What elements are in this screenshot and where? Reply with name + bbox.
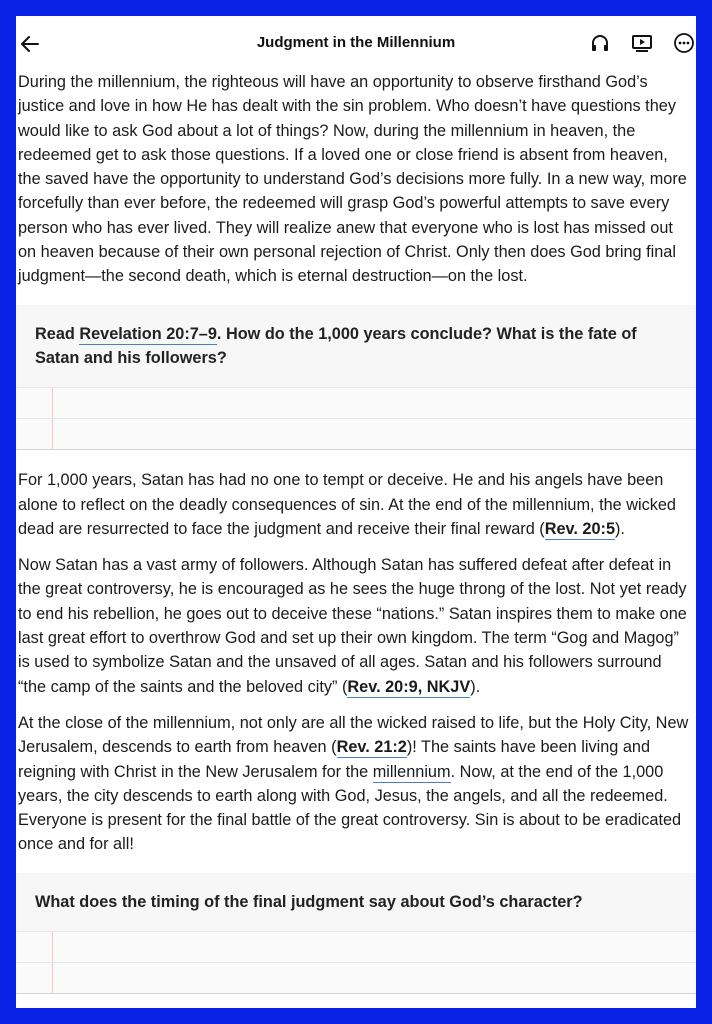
more-options-button[interactable] [672, 31, 696, 55]
app-window [16, 16, 696, 1008]
video-button[interactable] [630, 31, 654, 55]
scripture-link[interactable]: Revelation 20:7–9 [79, 324, 217, 343]
question-box [16, 305, 696, 451]
more-options-icon [673, 32, 695, 54]
glossary-link[interactable]: millennium [372, 762, 451, 781]
paragraph: Now Satan has a vast army of followers. Although Satan has suffered defeat after defeat in the great controversy, he is encouraged as he sees the huge throng of the lost. Not yet ready to end his rebellion, he goes out to deceive these “nations.” Satan inspires them to make one last great effort to overthrow God and set up their own kingdom. The term “Gog and Magog” is used to symbolize Satan and the unsaved of all ages. Satan and his followers surround “the camp of the saints and the beloved city” (Rev. 20:9, NKJV). [18, 556, 687, 696]
answer-area[interactable] [16, 931, 696, 993]
audio-button[interactable] [588, 31, 612, 55]
headphones-icon [590, 34, 610, 52]
page-title: Judgment in the Millennium [256, 34, 456, 51]
paragraph: At the close of the millennium, not only are all the wicked raised to life, but the Holy City, New Jerusalem, descends to earth from heaven (Rev. 21:2)! The saints have been living and reigning with Christ in the New Jerusalem for the millennium. Now, at the end of the 1,000 years, the city descends to earth along with God, Jesus, the angels, and all the redeemed. Everyone is present for the final battle of the great controversy. Sin is about to be eradicated once and for all! [18, 713, 689, 854]
question-box [16, 873, 696, 994]
question-text: Read Revelation 20:7–9. How do the 1,000 years conclude? What is the fate of Satan and his followers? [35, 324, 637, 367]
paragraph: During the millennium, the righteous will have an opportunity to observe firsthand God’s justice and love in how He has dealt with the sin problem. Who doesn’t have questions they would like to ask God about a lot of things? Now, during the millennium in heaven, the redeemed get to ask those questions. If a loved one or close friend is absent from heaven, the saved have the opportunity to understand God’s decisions more fully. In a new way, more forcefully than ever before, the redeemed will grasp God’s powerful attempts to save every person who has ever lived. They will realize anew that everyone who is lost has missed out on heaven because of their own personal rejection of Christ. Only then does God bring final judgment—the second death, which is eternal destruction—on the lost. [18, 73, 687, 286]
scripture-link[interactable]: Rev. 20:9, NKJV [347, 677, 471, 696]
scripture-link[interactable]: Rev. 20:5 [544, 519, 616, 538]
top-bar [16, 16, 696, 72]
play-video-icon [631, 34, 653, 52]
scripture-link[interactable]: Rev. 21:2 [336, 738, 407, 757]
question-text: What does the timing of the final judgment say about God’s character? [35, 892, 583, 911]
lesson-content [16, 70, 696, 1008]
answer-area[interactable] [16, 387, 696, 449]
paragraph: For 1,000 years, Satan has had no one to tempt or deceive. He and his angels have been alone to reflect on the deadly consequences of sin. At the end of the millennium, the wicked dead are resurrected to face the judgment and receive their final reward (Rev. 20:5). [18, 471, 676, 538]
